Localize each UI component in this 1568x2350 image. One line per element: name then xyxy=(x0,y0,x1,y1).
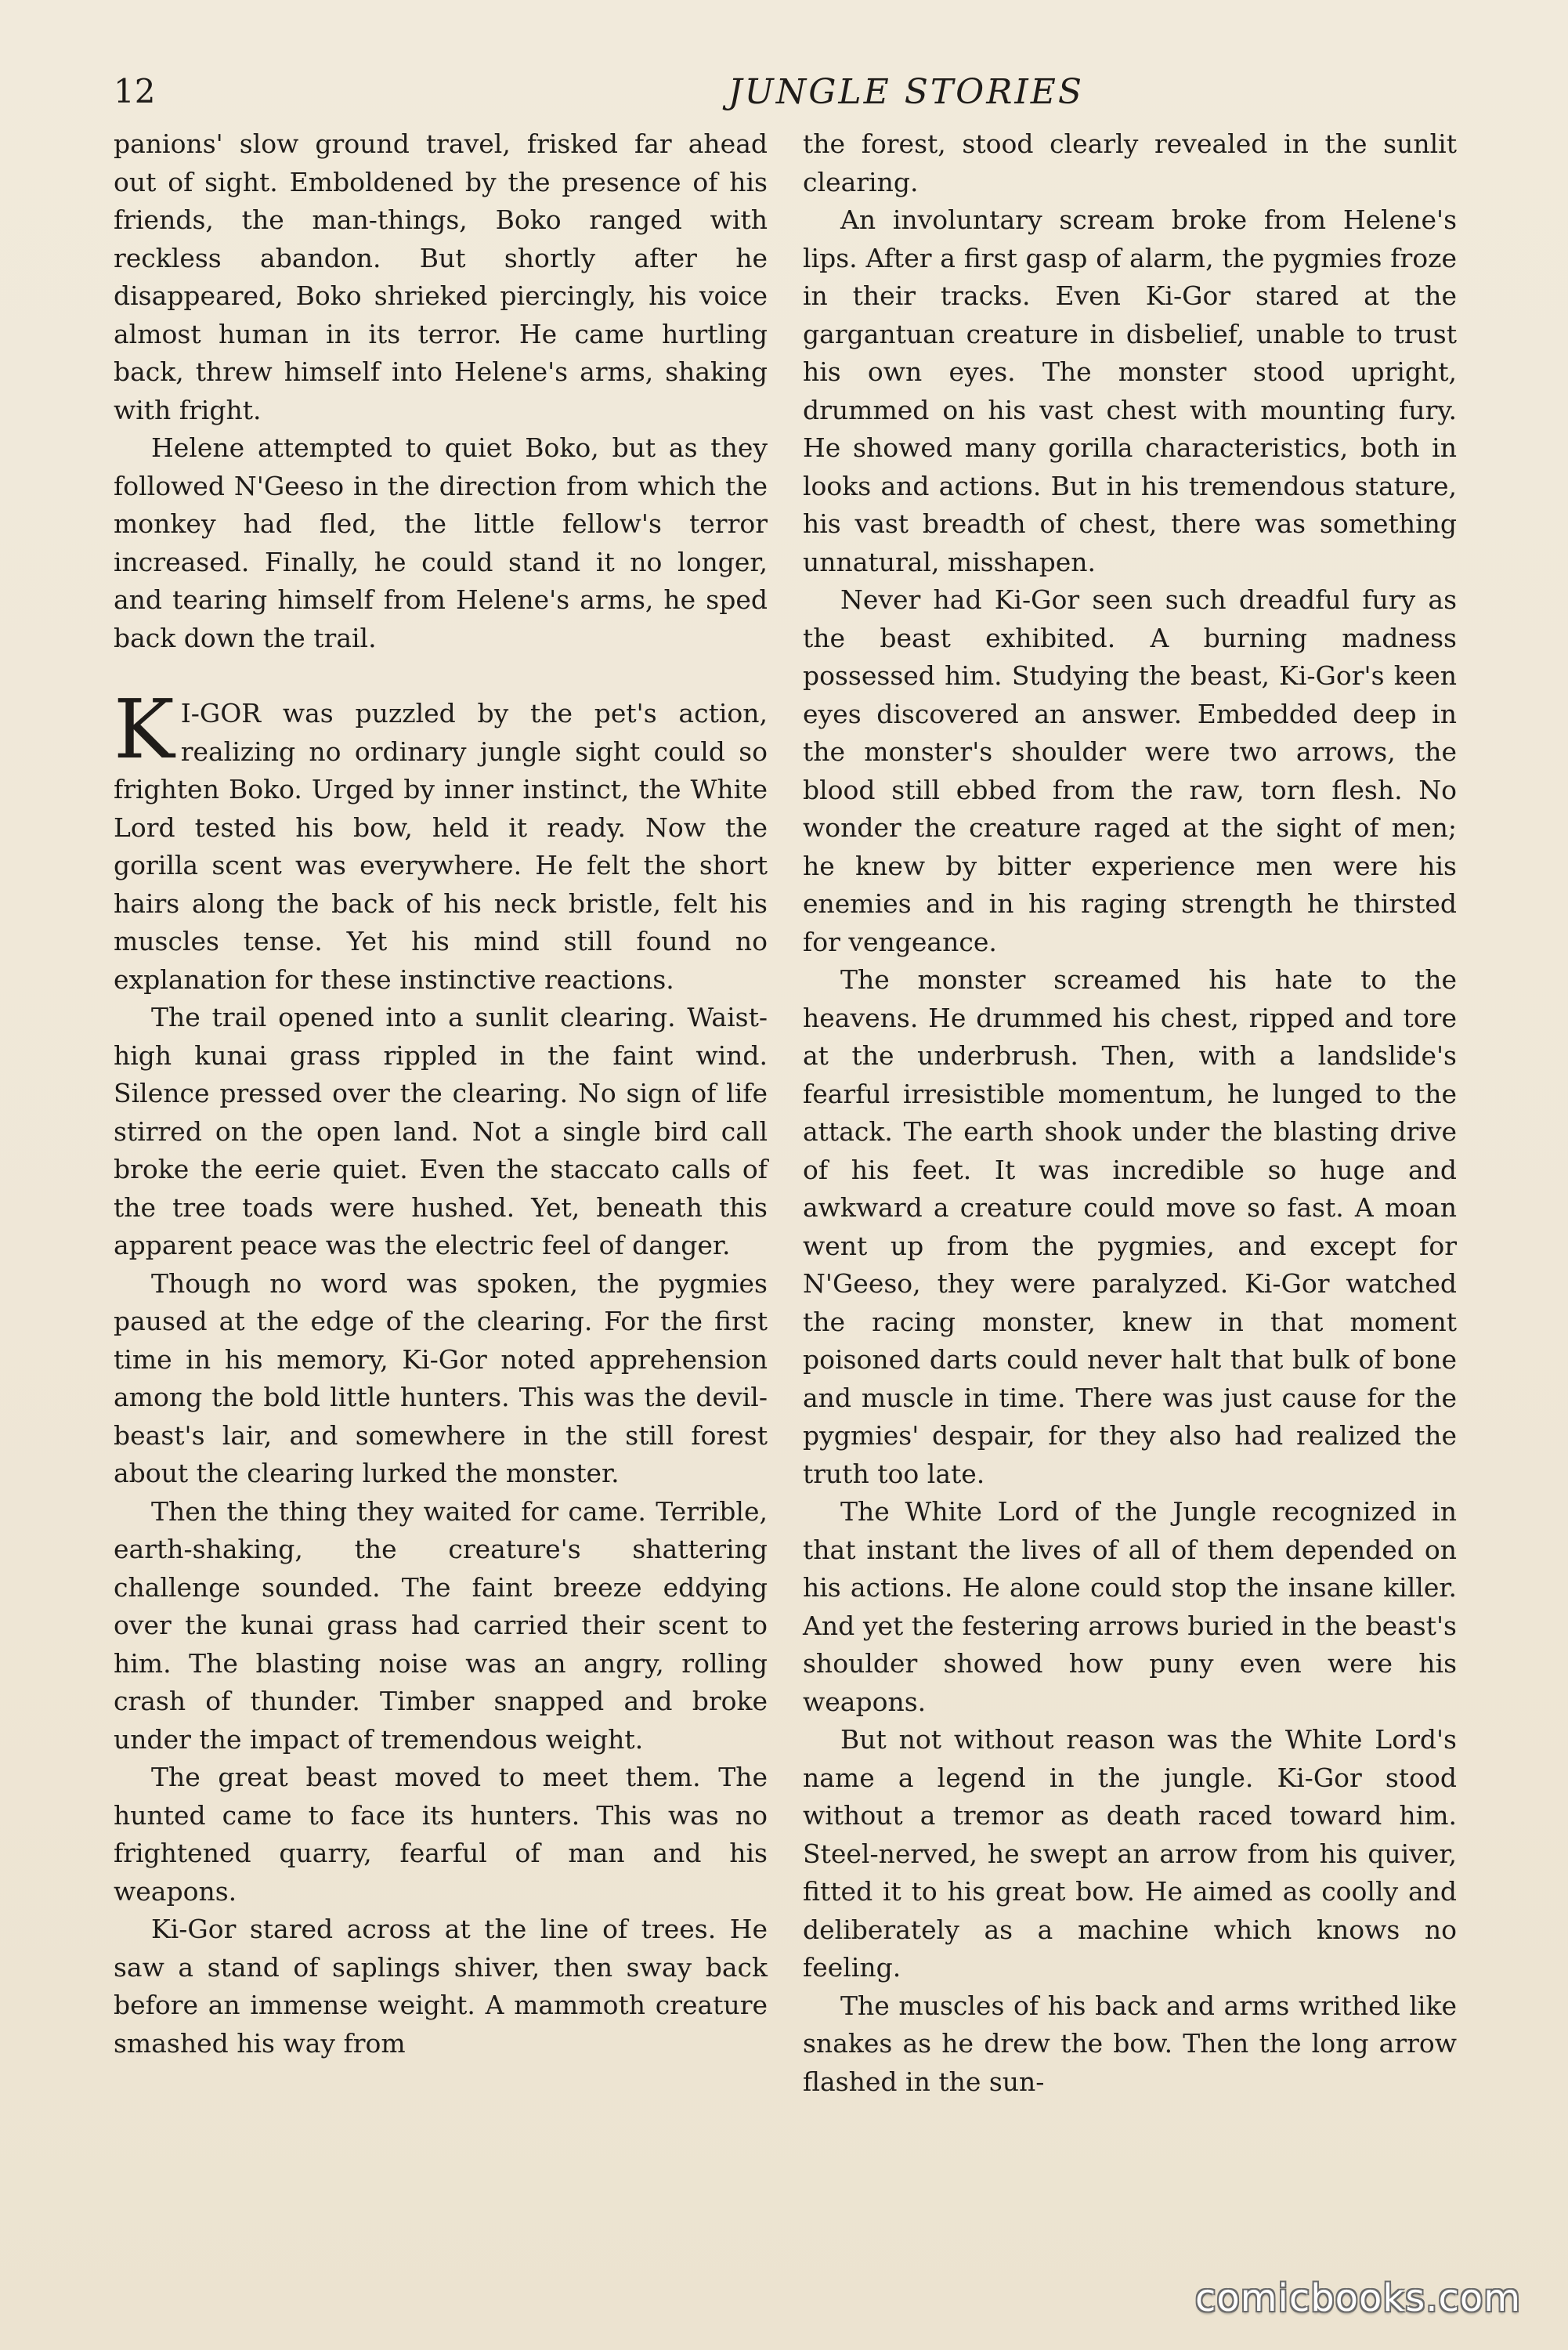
drop-cap: K xyxy=(114,682,175,777)
paragraph: The monster screamed his hate to the heavens. He drummed his chest, ripped and tore at the underbrush. Then, with a landslide's fearful irresistible momentum, he lunged to the attack. The earth shook under the blasting drive of his feet. It was incredible so huge and awkward a creature could move so fast. A moan went up from the pygmies, and except for N'Geeso, they were paralyzed. Ki-Gor watched the racing monster, knew in that moment poisoned darts could never halt that bulk of bone and muscle in time. There was just cause for the pygmies' despair, for they also had realized the truth too late. xyxy=(803,964,1457,1489)
paragraph: Helene attempted to quiet Boko, but as they followed N'Geeso in the direction from which the monkey had fled, the little fellow's terror increased. Finally, he could stand it no longer, and tearing himself from Helene's arms, he sped back down the trail. xyxy=(114,432,768,653)
site-watermark: comicbooks.com xyxy=(1194,2276,1521,2320)
paragraph: But not without reason was the White Lord's name a legend in the jungle. Ki-Gor stood without a tremor as death raced toward him. Steel-nerved, he swept an arrow from his quiver, fitted it to his great bow. He aimed as coolly and deliberately as a machine which knows no feeling. xyxy=(803,1724,1457,1983)
paragraph: The great beast moved to meet them. The hunted came to face its hunters. This was no frightened quarry, fearful of man and his weapons. xyxy=(114,1762,768,1907)
paragraph: panions' slow ground travel, frisked far ahead out of sight. Emboldened by the presence of his friends, the man-things, Boko ranged with reckless abandon. But shortly after he disappeared, Boko shrieked piercingly, his voice almost human in its terror. He came hurtling back, threw himself into Helene's arms, shaking with fright. xyxy=(114,128,768,425)
paragraph: Though no word was spoken, the pygmies paused at the edge of the clearing. For the first time in his memory, Ki-Gor noted apprehension among the bold little hunters. This was the devil-beast's lair, and somewhere in the still forest about the clearing lurked the monster. xyxy=(114,1267,768,1488)
paragraph: The trail opened into a sunlit clearing. Waist-high kunai grass rippled in the faint wind. Silence pressed over the clearing. No sign of life stirred on the open land. Not a single bird call broke the eerie quiet. Even the staccato calls of the tree toads were hushed. Yet, beneath this apparent peace was the electric feel of danger. xyxy=(114,1002,768,1260)
paragraph: The muscles of his back and arms writhed like snakes as he drew the bow. Then the long arrow flashed in the sun- xyxy=(803,1990,1457,2097)
right-column xyxy=(803,125,1457,2101)
left-column xyxy=(114,125,768,2063)
paragraph-text: I-GOR was puzzled by the pet's action, realizing no ordinary jungle sight could so frighten Boko. Urged by inner instinct, the White Lord tested his bow, held it ready. Now the gorilla scent was everywhere. He felt the short hairs along the back of his neck bristle, felt his muscles tense. Yet his mind still found no explanation for these instinctive reactions. xyxy=(114,698,768,995)
paragraph: the forest, stood clearly revealed in the sunlit clearing. xyxy=(803,128,1457,197)
paragraph: The White Lord of the Jungle recognized in that instant the lives of all of them depended on his actions. He alone could stop the insane killer. And yet the festering arrows buried in the beast's shoulder showed how puny even were his weapons. xyxy=(803,1496,1457,1717)
section-start-paragraph xyxy=(114,682,768,999)
paragraph: Then the thing they waited for came. Terrible, earth-shaking, the creature's shattering challenge sounded. The faint breeze eddying over the kunai grass had carried their scent to him. The blasting noise was an angry, rolling crash of thunder. Timber snapped and broke under the impact of tremendous weight. xyxy=(114,1495,768,1755)
paragraph: Never had Ki-Gor seen such dreadful fury as the beast exhibited. A burning madness possessed him. Studying the beast, Ki-Gor's keen eyes discovered an answer. Embedded deep in the monster's shoulder were two arrows, the blood still ebbed from the raw, torn flesh. No wonder the creature raged at the sight of men; he knew by bitter experience men were his enemies and in his raging strength he thirsted for vengeance. xyxy=(803,584,1457,957)
paragraph: An involuntary scream broke from Helene's lips. After a first gasp of alarm, the pygmies froze in their tracks. Even Ki-Gor stared at the gargantuan creature in disbelief, unable to trust his own eyes. The monster stood upright, drummed on his vast chest with mounting fury. He showed many gorilla characteristics, both in looks and actions. But in his tremendous stature, his vast breadth of chest, there was something unnatural, misshapen. xyxy=(803,204,1457,577)
page-header xyxy=(114,72,1461,119)
magazine-title: JUNGLE STORIES xyxy=(728,72,1085,112)
page-number: 12 xyxy=(114,72,156,110)
paragraph: Ki-Gor stared across at the line of trees. He saw a stand of saplings shiver, then sway back before an immense weight. A mammoth creature smashed his way from xyxy=(114,1914,768,2059)
